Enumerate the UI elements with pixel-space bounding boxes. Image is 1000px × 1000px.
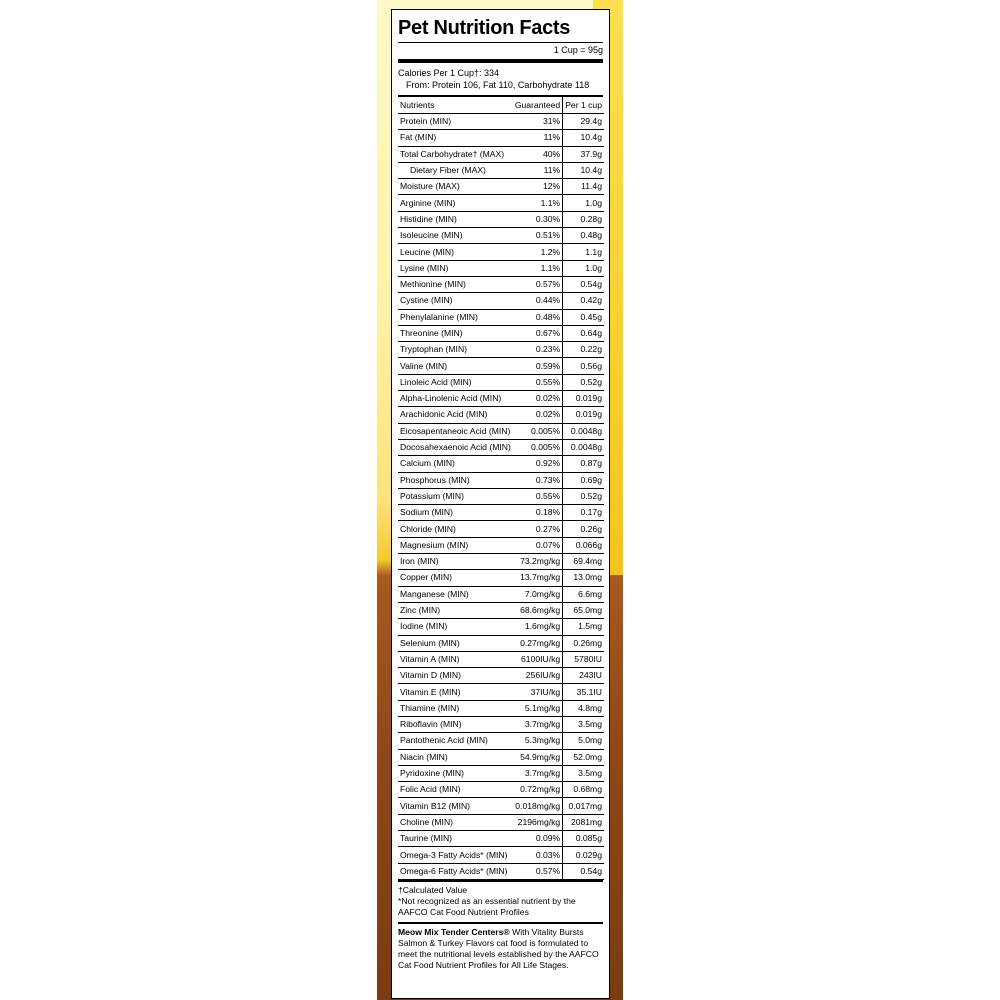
nutrient-name: Thiamine (MIN) bbox=[398, 700, 513, 716]
nutrient-name: Moisture (MAX) bbox=[398, 179, 513, 195]
per-cup-value: 0.029g bbox=[563, 847, 604, 863]
nutrient-row bbox=[398, 619, 604, 635]
per-cup-value: 69.4mg bbox=[563, 554, 604, 570]
nutrient-name: Leucine (MIN) bbox=[398, 244, 513, 260]
guaranteed-value: 31% bbox=[513, 114, 563, 130]
per-cup-value: 0.019g bbox=[563, 391, 604, 407]
guaranteed-value: 7.0mg/kg bbox=[513, 586, 563, 602]
column-header-per-cup: Per 1 cup bbox=[563, 97, 604, 114]
per-cup-value: 0.019g bbox=[563, 407, 604, 423]
nutrient-row bbox=[398, 293, 604, 309]
nutrient-name: Iron (MIN) bbox=[398, 554, 513, 570]
per-cup-value: 0.48g bbox=[563, 228, 604, 244]
nutrient-row bbox=[398, 162, 604, 178]
nutrient-row bbox=[398, 228, 604, 244]
guaranteed-value: 73.2mg/kg bbox=[513, 554, 563, 570]
nutrient-table bbox=[398, 97, 604, 880]
per-cup-value: 52.0mg bbox=[563, 749, 604, 765]
guaranteed-value: 1.2% bbox=[513, 244, 563, 260]
nutrient-row bbox=[398, 195, 604, 211]
per-cup-value: 0.69g bbox=[563, 472, 604, 488]
per-cup-value: 4.8mg bbox=[563, 700, 604, 716]
nutrient-name: Calcium (MIN) bbox=[398, 456, 513, 472]
nutrient-name: Iodine (MIN) bbox=[398, 619, 513, 635]
guaranteed-value: 0.30% bbox=[513, 211, 563, 227]
nutrient-name: Tryptophan (MIN) bbox=[398, 342, 513, 358]
nutrient-name: Pyridoxine (MIN) bbox=[398, 765, 513, 781]
nutrient-row bbox=[398, 570, 604, 586]
nutrient-row bbox=[398, 130, 604, 146]
per-cup-value: 243IU bbox=[563, 668, 604, 684]
guaranteed-value: 0.03% bbox=[513, 847, 563, 863]
per-cup-value: 0.54g bbox=[563, 276, 604, 292]
nutrient-name: Linoleic Acid (MIN) bbox=[398, 374, 513, 390]
nutrient-name: Alpha-Linolenic Acid (MIN) bbox=[398, 391, 513, 407]
nutrient-name: Pantothenic Acid (MIN) bbox=[398, 733, 513, 749]
nutrient-name: Vitamin B12 (MIN) bbox=[398, 798, 513, 814]
nutrient-row bbox=[398, 765, 604, 781]
footnotes bbox=[398, 882, 603, 924]
nutrient-row bbox=[398, 114, 604, 130]
nutrient-row bbox=[398, 798, 604, 814]
per-cup-value: 0.52g bbox=[563, 488, 604, 504]
guaranteed-value: 3.7mg/kg bbox=[513, 716, 563, 732]
guaranteed-value: 37IU/kg bbox=[513, 684, 563, 700]
nutrient-row bbox=[398, 505, 604, 521]
per-cup-value: 65.0mg bbox=[563, 602, 604, 618]
nutrient-row bbox=[398, 635, 604, 651]
nutrient-name: Zinc (MIN) bbox=[398, 602, 513, 618]
guaranteed-value: 0.02% bbox=[513, 391, 563, 407]
table-header-row bbox=[398, 97, 604, 114]
nutrient-row bbox=[398, 831, 604, 847]
guaranteed-value: 11% bbox=[513, 130, 563, 146]
per-cup-value: 0.26g bbox=[563, 521, 604, 537]
guaranteed-value: 5.3mg/kg bbox=[513, 733, 563, 749]
per-cup-value: 3.5mg bbox=[563, 716, 604, 732]
nutrient-name: Lysine (MIN) bbox=[398, 260, 513, 276]
nutrient-row bbox=[398, 716, 604, 732]
nutrient-row bbox=[398, 407, 604, 423]
per-cup-value: 0.017mg bbox=[563, 798, 604, 814]
per-cup-value: 0.87g bbox=[563, 456, 604, 472]
guaranteed-value: 0.18% bbox=[513, 505, 563, 521]
per-cup-value: 2081mg bbox=[563, 814, 604, 830]
guaranteed-value: 0.57% bbox=[513, 863, 563, 879]
nutrient-name: Potassium (MIN) bbox=[398, 488, 513, 504]
nutrient-row bbox=[398, 651, 604, 667]
guaranteed-value: 0.27% bbox=[513, 521, 563, 537]
guaranteed-value: 3.7mg/kg bbox=[513, 765, 563, 781]
guaranteed-value: 11% bbox=[513, 162, 563, 178]
brand-name: Meow Mix Tender Centers® bbox=[398, 926, 510, 937]
nutrient-row bbox=[398, 602, 604, 618]
guaranteed-value: 0.23% bbox=[513, 342, 563, 358]
nutrient-name: Phenylalanine (MIN) bbox=[398, 309, 513, 325]
nutrient-row bbox=[398, 439, 604, 455]
nutrient-row bbox=[398, 488, 604, 504]
guaranteed-value: 0.005% bbox=[513, 439, 563, 455]
nutrient-name: Choline (MIN) bbox=[398, 814, 513, 830]
guaranteed-value: 0.73% bbox=[513, 472, 563, 488]
per-cup-value: 10.4g bbox=[563, 162, 604, 178]
guaranteed-value: 0.27mg/kg bbox=[513, 635, 563, 651]
guaranteed-value: 0.018mg/kg bbox=[513, 798, 563, 814]
nutrient-row bbox=[398, 847, 604, 863]
nutrient-name: Total Carbohydrate† (MAX) bbox=[398, 146, 513, 162]
guaranteed-value: 0.51% bbox=[513, 228, 563, 244]
per-cup-value: 0.42g bbox=[563, 293, 604, 309]
per-cup-value: 0.28g bbox=[563, 211, 604, 227]
per-cup-value: 0.26mg bbox=[563, 635, 604, 651]
nutrient-name: Arachidonic Acid (MIN) bbox=[398, 407, 513, 423]
per-cup-value: 1.5mg bbox=[563, 619, 604, 635]
guaranteed-value: 0.72mg/kg bbox=[513, 782, 563, 798]
nutrient-name: Niacin (MIN) bbox=[398, 749, 513, 765]
guaranteed-value: 256IU/kg bbox=[513, 668, 563, 684]
footnote-aafco: *Not recognized as an essential nutrient by the AAFCO Cat Food Nutrient Profiles bbox=[398, 895, 576, 917]
nutrient-name: Riboflavin (MIN) bbox=[398, 716, 513, 732]
per-cup-value: 0.45g bbox=[563, 309, 604, 325]
nutrient-name: Magnesium (MIN) bbox=[398, 537, 513, 553]
nutrient-row bbox=[398, 782, 604, 798]
guaranteed-value: 68.6mg/kg bbox=[513, 602, 563, 618]
nutrient-name: Vitamin D (MIN) bbox=[398, 668, 513, 684]
nutrient-name: Isoleucine (MIN) bbox=[398, 228, 513, 244]
guaranteed-value: 54.9mg/kg bbox=[513, 749, 563, 765]
nutrient-row bbox=[398, 358, 604, 374]
nutrient-name: Phosphorus (MIN) bbox=[398, 472, 513, 488]
guaranteed-value: 1.1% bbox=[513, 195, 563, 211]
nutrient-row bbox=[398, 684, 604, 700]
nutrient-name: Omega-3 Fatty Acids* (MIN) bbox=[398, 847, 513, 863]
nutrient-row bbox=[398, 244, 604, 260]
guaranteed-value: 13.7mg/kg bbox=[513, 570, 563, 586]
nutrient-name: Folic Acid (MIN) bbox=[398, 782, 513, 798]
nutrient-name: Sodium (MIN) bbox=[398, 505, 513, 521]
nutrient-row bbox=[398, 733, 604, 749]
per-cup-value: 0.22g bbox=[563, 342, 604, 358]
nutrient-name: Selenium (MIN) bbox=[398, 635, 513, 651]
nutrient-name: Fat (MIN) bbox=[398, 130, 513, 146]
nutrient-name: Vitamin A (MIN) bbox=[398, 651, 513, 667]
nutrient-row bbox=[398, 325, 604, 341]
per-cup-value: 1.0g bbox=[563, 195, 604, 211]
per-cup-value: 1.0g bbox=[563, 260, 604, 276]
nutrient-name: Valine (MIN) bbox=[398, 358, 513, 374]
column-header-nutrients: Nutrients bbox=[398, 97, 513, 114]
nutrient-row bbox=[398, 374, 604, 390]
per-cup-value: 0.0048g bbox=[563, 439, 604, 455]
guaranteed-value: 0.48% bbox=[513, 309, 563, 325]
nutrient-row bbox=[398, 668, 604, 684]
per-cup-value: 3.5mg bbox=[563, 765, 604, 781]
nutrient-row bbox=[398, 749, 604, 765]
panel-title: Pet Nutrition Facts bbox=[398, 17, 571, 39]
guaranteed-value: 0.09% bbox=[513, 831, 563, 847]
guaranteed-value: 12% bbox=[513, 179, 563, 195]
per-cup-value: 5780IU bbox=[563, 651, 604, 667]
nutrient-name: Manganese (MIN) bbox=[398, 586, 513, 602]
nutrient-name: Cystine (MIN) bbox=[398, 293, 513, 309]
guaranteed-value: 0.55% bbox=[513, 374, 563, 390]
per-cup-value: 11.4g bbox=[563, 179, 604, 195]
nutrient-row bbox=[398, 146, 604, 162]
nutrient-name: Copper (MIN) bbox=[398, 570, 513, 586]
per-cup-value: 6.6mg bbox=[563, 586, 604, 602]
guaranteed-value: 1.1% bbox=[513, 260, 563, 276]
per-cup-value: 0.64g bbox=[563, 325, 604, 341]
guaranteed-value: 0.02% bbox=[513, 407, 563, 423]
guaranteed-value: 40% bbox=[513, 146, 563, 162]
per-cup-value: 29.4g bbox=[563, 114, 604, 130]
nutrient-row bbox=[398, 179, 604, 195]
per-cup-value: 1.1g bbox=[563, 244, 604, 260]
nutrition-facts-panel bbox=[391, 9, 610, 999]
guaranteed-value: 0.67% bbox=[513, 325, 563, 341]
nutrient-row bbox=[398, 456, 604, 472]
calories-block bbox=[398, 63, 603, 91]
nutrient-name: Threonine (MIN) bbox=[398, 325, 513, 341]
nutrient-name: Omega-6 Fatty Acids* (MIN) bbox=[398, 863, 513, 879]
nutrient-name: Vitamin E (MIN) bbox=[398, 684, 513, 700]
per-cup-value: 0.52g bbox=[563, 374, 604, 390]
guaranteed-value: 0.57% bbox=[513, 276, 563, 292]
guaranteed-value: 2196mg/kg bbox=[513, 814, 563, 830]
guaranteed-value: 0.44% bbox=[513, 293, 563, 309]
guaranteed-value: 5.1mg/kg bbox=[513, 700, 563, 716]
guaranteed-value: 0.59% bbox=[513, 358, 563, 374]
per-cup-value: 13.0mg bbox=[563, 570, 604, 586]
nutrient-name: Taurine (MIN) bbox=[398, 831, 513, 847]
nutrient-name: Dietary Fiber (MAX) bbox=[398, 162, 513, 178]
nutrient-row bbox=[398, 342, 604, 358]
nutrient-row bbox=[398, 391, 604, 407]
nutrient-row bbox=[398, 700, 604, 716]
nutrient-name: Arginine (MIN) bbox=[398, 195, 513, 211]
guaranteed-value: 0.005% bbox=[513, 423, 563, 439]
nutrient-name: Chloride (MIN) bbox=[398, 521, 513, 537]
nutrient-name: Docosahexaenoic Acid (MIN) bbox=[398, 439, 513, 455]
nutrient-row bbox=[398, 472, 604, 488]
per-cup-value: 0.085g bbox=[563, 831, 604, 847]
nutrient-name: Histidine (MIN) bbox=[398, 211, 513, 227]
per-cup-value: 35.1IU bbox=[563, 684, 604, 700]
serving-size: 1 Cup = 95g bbox=[398, 42, 603, 57]
per-cup-value: 0.17g bbox=[563, 505, 604, 521]
nutrient-row bbox=[398, 423, 604, 439]
per-cup-value: 0.68mg bbox=[563, 782, 604, 798]
guaranteed-value: 6100IU/kg bbox=[513, 651, 563, 667]
nutrient-row bbox=[398, 537, 604, 553]
per-cup-value: 5.0mg bbox=[563, 733, 604, 749]
nutrient-row bbox=[398, 260, 604, 276]
per-cup-value: 37.9g bbox=[563, 146, 604, 162]
nutrient-row bbox=[398, 863, 604, 879]
guaranteed-value: 0.92% bbox=[513, 456, 563, 472]
per-cup-value: 0.54g bbox=[563, 863, 604, 879]
nutrient-row bbox=[398, 211, 604, 227]
nutrient-row bbox=[398, 309, 604, 325]
nutrient-row bbox=[398, 554, 604, 570]
nutrient-row bbox=[398, 276, 604, 292]
per-cup-value: 0.0048g bbox=[563, 423, 604, 439]
nutrient-name: Eicosapentaneoic Acid (MIN) bbox=[398, 423, 513, 439]
guaranteed-value: 0.55% bbox=[513, 488, 563, 504]
aafco-statement bbox=[398, 924, 603, 971]
nutrient-name: Methionine (MIN) bbox=[398, 276, 513, 292]
footnote-calculated: †Calculated Value bbox=[398, 884, 468, 895]
per-cup-value: 10.4g bbox=[563, 130, 604, 146]
guaranteed-value: 0.07% bbox=[513, 537, 563, 553]
nutrient-name: Protein (MIN) bbox=[398, 114, 513, 130]
nutrient-row bbox=[398, 586, 604, 602]
calories-from: From: Protein 106, Fat 110, Carbohydrate 118 bbox=[406, 80, 590, 90]
per-cup-value: 0.56g bbox=[563, 358, 604, 374]
nutrient-row bbox=[398, 814, 604, 830]
guaranteed-value: 1.6mg/kg bbox=[513, 619, 563, 635]
column-header-guaranteed: Guaranteed bbox=[513, 97, 563, 114]
per-cup-value: 0.066g bbox=[563, 537, 604, 553]
nutrient-row bbox=[398, 521, 604, 537]
calories-line: Calories Per 1 Cup†: 334 bbox=[398, 68, 500, 78]
statement-text: With Vitality Bursts Salmon & Turkey Flavors cat food is formulated to meet the nutritional levels established by the AAFCO Cat Food Nutrient Profiles for All Life Stages. bbox=[398, 926, 599, 970]
